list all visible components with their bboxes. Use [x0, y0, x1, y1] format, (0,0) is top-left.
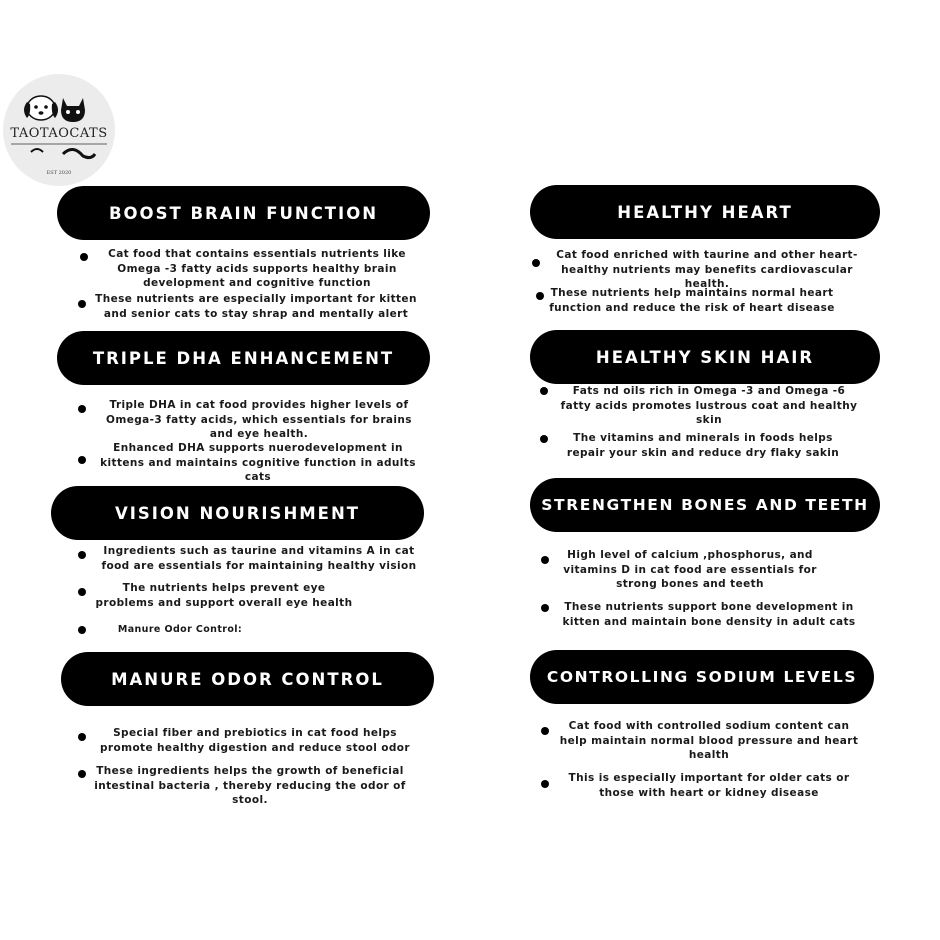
bullet-text: Cat food with controlled sodium content can help maintain normal blood pressure and heart health [559, 720, 859, 761]
section-title-boost-brain-function: BOOST BRAIN FUNCTION [57, 186, 430, 240]
bullet-text: This is especially important for older cats or those with heart or kidney disease [568, 772, 850, 799]
bullet-text: Manure Odor Control: [117, 624, 243, 635]
bullet-dot [541, 604, 549, 612]
bullet-text: Triple DHA in cat food provides higher levels of Omega-3 fatty acids, which essentials for brains and eye health. [106, 399, 412, 440]
bullet-dot [541, 727, 549, 735]
bullet-dot [532, 259, 540, 267]
bullet-text: Enhanced DHA supports nuerodevelopment in kittens and maintains cognitive function in adults cats [100, 442, 416, 483]
section-title-controlling-sodium-levels: CONTROLLING SODIUM LEVELS [530, 650, 874, 704]
bullet-dot [80, 253, 88, 261]
bullet-text: Fats nd oils rich in Omega -3 and Omega -6 fatty acids promotes lustrous coat and healthy skin [560, 385, 858, 426]
bullet-text: The nutrients helps prevent eye problems and support overall eye health [95, 582, 353, 609]
brand-name: TAOTAOCATS [10, 126, 108, 141]
bullet-dot [536, 292, 544, 300]
bullet-dot [78, 456, 86, 464]
section-title-healthy-heart: HEALTHY HEART [530, 185, 880, 239]
bullet-text: These nutrients help maintains normal heart function and reduce the risk of heart disease [549, 287, 835, 314]
bullet-text: These ingredients helps the growth of beneficial intestinal bacteria , thereby reducing the odor of stool. [94, 765, 406, 806]
bullet-text: Special fiber and prebiotics in cat food helps promote healthy digestion and reduce stool odor [100, 727, 410, 754]
bullet-dot [78, 733, 86, 741]
bullet-text: Cat food enriched with taurine and other heart-healthy nutrients may benefits cardiovascular health. [556, 249, 858, 290]
section-title-manure-odor-control: MANURE ODOR CONTROL [61, 652, 434, 706]
bullet-text: The vitamins and minerals in foods helps repair your skin and reduce dry flaky sakin [566, 432, 840, 459]
brand-logo [3, 74, 115, 186]
bullet-dot [541, 780, 549, 788]
bullet-dot [540, 435, 548, 443]
bullet-text: High level of calcium ,phosphorus, and vitamins D in cat food are essentials for strong bones and teeth [563, 549, 817, 590]
bullet-dot [541, 556, 549, 564]
bullet-text: Cat food that contains essentials nutrients like Omega -3 fatty acids supports healthy brain development and cognitive function [108, 248, 406, 289]
section-title-vision-nourishment: VISION NOURISHMENT [51, 486, 424, 540]
section-title-strengthen-bones-and-teeth: STRENGTHEN BONES AND TEETH [530, 478, 880, 532]
bullet-text: These nutrients support bone development in kitten and maintain bone density in adult cats [562, 601, 856, 628]
bullet-text: Ingredients such as taurine and vitamins A in cat food are essentials for maintaining healthy vision [101, 545, 417, 572]
brand-established: EST 2020 [46, 170, 72, 176]
bullet-dot [78, 551, 86, 559]
section-title-healthy-skin-hair: HEALTHY SKIN HAIR [530, 330, 880, 384]
bullet-dot [78, 300, 86, 308]
bullet-dot [78, 588, 86, 596]
bullet-text: These nutrients are especially important for kitten and senior cats to stay shrap and mentally alert [95, 293, 417, 320]
section-title-triple-dha-enhancement: TRIPLE DHA ENHANCEMENT [57, 331, 430, 385]
bullet-dot [78, 626, 86, 634]
bullet-dot [540, 387, 548, 395]
bullet-dot [78, 405, 86, 413]
